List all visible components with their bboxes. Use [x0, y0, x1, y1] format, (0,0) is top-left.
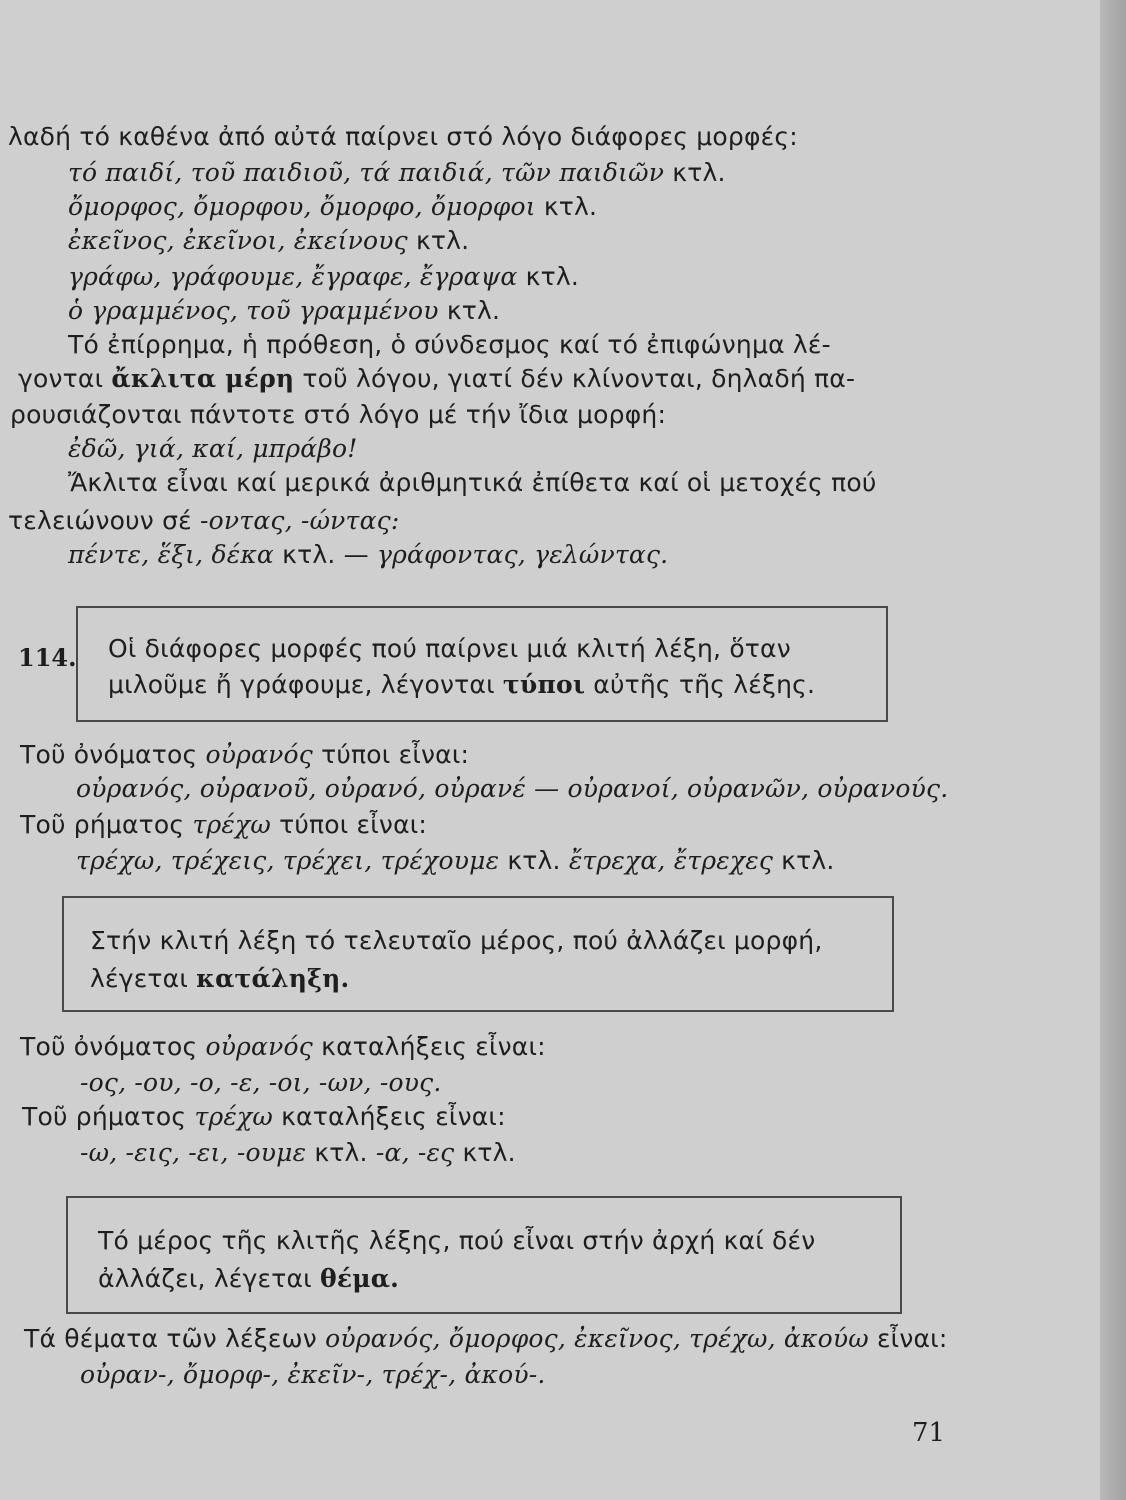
text-line: Τά θέματα τῶν λέξεων οὐρανός, ὄμορφος, ἐκεῖνος, τρέχω, ἀκούω εἶναι: [24, 1324, 948, 1353]
example-line: ὄμορφος, ὄμορφου, ὄμορφο, ὄμορφοι κτλ. [68, 192, 598, 221]
text-line: γονται ἄκλιτα μέρη τοῦ λόγου, γιατί δέν κλίνονται, δηλαδή πα- [18, 364, 856, 393]
example-line: τό παιδί, τοῦ παιδιοῦ, τά παιδιά, τῶν παιδιῶν κτλ. [68, 158, 726, 187]
definition-line: μιλοῦμε ἤ γράφουμε, λέγονται τύποι αὐτῆς τῆς λέξης. [108, 670, 816, 699]
text-line: λαδή τό καθένα ἀπό αὐτά παίρνει στό λόγο διάφορες μορφές: [8, 122, 798, 151]
definition-line: Οἱ διάφορες μορφές πού παίρνει μιά κλιτή λέξη, ὅταν [108, 634, 791, 663]
text-line: Τοῦ ὀνόματος οὐρανός καταλήξεις εἶναι: [20, 1032, 546, 1061]
text-line: Τοῦ ὀνόματος οὐρανός τύποι εἶναι: [20, 740, 470, 769]
definition-box-types [76, 606, 888, 722]
example-line: ἐκεῖνος, ἐκεῖνοι, ἐκείνους κτλ. [68, 226, 470, 255]
text-line: ρουσιάζονται πάντοτε στό λόγο μέ τήν ἴδια μορφή: [10, 400, 667, 429]
text-line: Τοῦ ρήματος τρέχω καταλήξεις εἶναι: [22, 1102, 506, 1131]
page-number: 71 [912, 1418, 946, 1448]
book-binding [1100, 0, 1126, 1500]
example-line: πέντε, ἕξι, δέκα κτλ. — γράφοντας, γελώντας. [68, 540, 669, 569]
text-line: Τοῦ ρήματος τρέχω τύποι εἶναι: [20, 810, 428, 839]
example-line: γράφω, γράφουμε, ἔγραφε, ἔγραψα κτλ. [68, 262, 579, 291]
definition-line: Τό μέρος τῆς κλιτῆς λέξης, πού εἶναι στήν ἀρχή καί δέν [98, 1226, 816, 1255]
text-line: Τό ἐπίρρημα, ἡ πρόθεση, ὁ σύνδεσμος καί τό ἐπιφώνημα λέ- [68, 330, 831, 359]
section-number: 114. [18, 643, 77, 672]
text-line: τελειώνουν σέ -οντας, -ώντας: [8, 506, 400, 535]
example-line: ὁ γραμμένος, τοῦ γραμμένου κτλ. [68, 296, 501, 325]
definition-line: ἀλλάζει, λέγεται θέμα. [98, 1264, 400, 1293]
definition-line: λέγεται κατάληξη. [90, 964, 350, 993]
example-line: ἐδῶ, γιά, καί, μπράβο! [68, 434, 358, 463]
example-line: -ος, -ου, -ο, -ε, -οι, -ων, -ους. [80, 1068, 442, 1097]
example-line: οὐραν-, ὄμορφ-, ἐκεῖν-, τρέχ-, ἀκού-. [80, 1360, 546, 1389]
example-line: τρέχω, τρέχεις, τρέχει, τρέχουμε κτλ. ἔτρεχα, ἔτρεχες κτλ. [76, 846, 835, 875]
example-line: οὐρανός, οὐρανοῦ, οὐρανό, οὐρανέ — οὐρανοί, οὐρανῶν, οὐρανούς. [76, 774, 949, 803]
definition-line: Στήν κλιτή λέξη τό τελευταῖο μέρος, πού ἀλλάζει μορφή, [90, 926, 823, 955]
text-line: Ἄκλιτα εἶναι καί μερικά ἀριθμητικά ἐπίθετα καί οἱ μετοχές πού [68, 468, 877, 497]
example-line: -ω, -εις, -ει, -ουμε κτλ. -α, -ες κτλ. [80, 1138, 516, 1167]
